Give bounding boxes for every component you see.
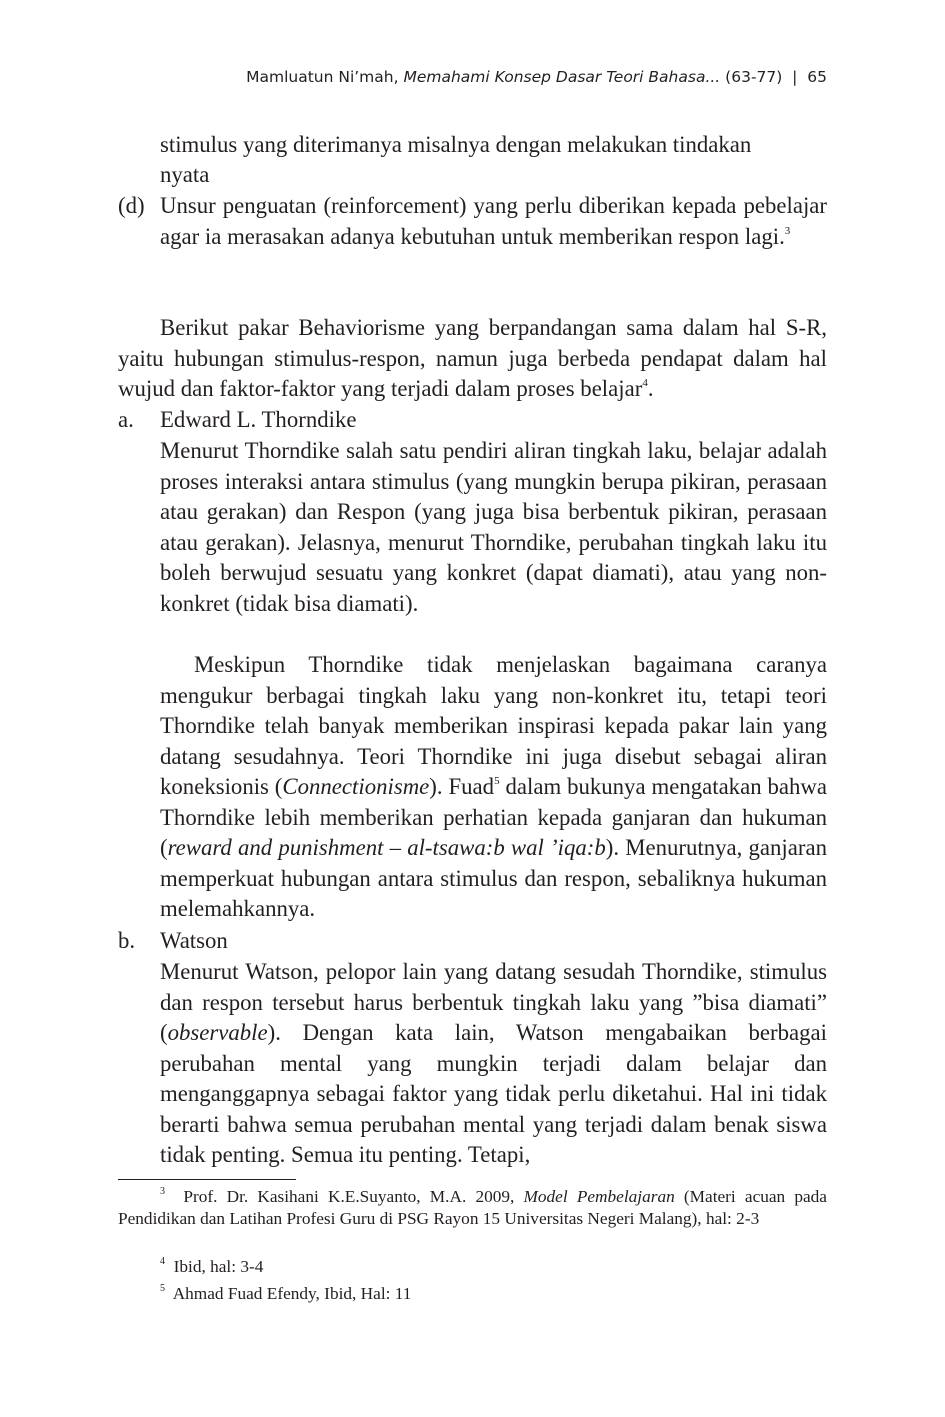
watson-p1-text-b: ). Dengan kata lain, Watson mengabaikan berbagai perubahan mental yang mungkin terjadi dalam belajar dan menganggapnya sebagai faktor yang tidak perlu diketahui. Hal ini tidak berarti bahwa semua perubahan mental yang terjadi dalam benak siswa tidak penting. Semua itu penting. Tetapi, — [160, 1020, 827, 1167]
footnote-3 — [118, 1186, 827, 1229]
footnote-5-number: 5 — [160, 1283, 165, 1295]
header-author: Mamluatun Ni’mah, — [246, 68, 399, 86]
section-heading-thorndike: Edward L. Thorndike — [160, 407, 357, 432]
footnote-3-number: 3 — [160, 1186, 165, 1198]
section-heading-watson: Watson — [160, 928, 228, 953]
footnote-5-text: Ahmad Fuad Efendy, Ibid, Hal: 11 — [172, 1284, 412, 1303]
watson-paragraph-1 — [160, 957, 827, 1171]
thorndike-p2-text-c: dalam bukunya mengatakan bahwa Thorndike lebih memberikan perhatian kepada ganjaran dan hukuman ( — [160, 774, 827, 860]
thorndike-paragraph-1: Menurut Thorndike salah satu pendiri aliran tingkah laku, belajar adalah proses interaksi antara stimulus (yang mungkin berupa pikiran, perasaan atau gerakan) dan Respon (yang juga bisa berbentuk pikiran, perasaan atau gerakan). Jelasnya, menurut Thorndike, perubahan tingkah laku itu boleh berwujud sesuatu yang konkret (dapat diamati), atau yang non-konkret (tidak bisa diamati). — [160, 438, 827, 616]
list-item-d-text: Unsur penguatan (reinforcement) yang perlu diberikan kepada pebelajar agar ia merasakan adanya kebutuhan untuk memberikan respon lagi. — [160, 193, 827, 249]
footnote-3-book-title: Model Pembelajaran — [523, 1187, 675, 1206]
intro-text: Berikut pakar Behaviorisme yang berpandangan sama dalam hal S-R, yaitu hubungan stimulus-respon, namun juga berbeda pendapat dalam hal wujud dan faktor-faktor yang terjadi dalam proses belajar — [118, 315, 827, 401]
footnote-4-text: Ibid, hal: 3-4 — [173, 1257, 264, 1276]
thorndike-p2-text-a: Meskipun Thorndike tidak menjelaskan bagaimana caranya mengukur berbagai tingkah laku yang non-konkret itu, tetapi teori Thorndike telah banyak memberikan inspirasi kepada pakar lain yang datang sesudahnya. Teori Thorndike ini juga disebut sebagai aliran koneksionis ( — [160, 652, 827, 799]
intro-end: . — [647, 376, 654, 401]
term-reward-punishment: reward and punishment – al-tsawa:b wal ’iqa:b — [167, 835, 606, 860]
section-marker-b: b. — [118, 928, 136, 953]
footnote-5 — [118, 1283, 827, 1305]
footnote-ref-5: 5 — [494, 775, 500, 788]
section-marker-a: a. — [118, 407, 134, 432]
continuation-line-2: nyata — [160, 162, 210, 187]
list-marker-d: (d) — [118, 193, 145, 218]
footnote-3-text-b: (Materi acuan pada Pendidikan dan Latihan Profesi Guru di PSG Rayon 15 Universitas Negeri Malang), hal: 2-3 — [118, 1187, 827, 1228]
thorndike-p2-text-d: ). Menurutnya, ganjaran memperkuat hubungan antara stimulus dan respon, sebaliknya hukuman melemahkannya. — [160, 835, 827, 921]
footnote-ref-4: 4 — [642, 377, 648, 390]
term-observable: observable — [167, 1020, 268, 1045]
header-page-number: 65 — [807, 68, 827, 86]
header-separator: | — [792, 68, 798, 86]
header-article-title: Memahami Konsep Dasar Teori Bahasa... — [403, 68, 721, 86]
running-header — [246, 68, 827, 86]
footnote-4-number: 4 — [160, 1256, 165, 1268]
thorndike-p2-text-b: ). Fuad — [429, 774, 495, 799]
intro-paragraph — [118, 313, 827, 405]
footnote-3-text-a: Prof. Dr. Kasihani K.E.Suyanto, M.A. 2009, — [183, 1187, 524, 1206]
continuation-line-1: stimulus yang diterimanya misalnya dengan melakukan tindakan — [160, 132, 752, 157]
footnote-4 — [118, 1256, 827, 1278]
term-connectionisme: Connectionisme — [282, 774, 430, 799]
list-item-d — [160, 191, 827, 252]
footnote-ref-3: 3 — [784, 224, 791, 237]
footnote-divider — [118, 1179, 296, 1180]
thorndike-paragraph-2 — [160, 650, 827, 925]
watson-p1-text-a: Menurut Watson, pelopor lain yang datang sesudah Thorndike, stimulus dan respon tersebut harus berbentuk tingkah laku yang ”bisa diamati” ( — [160, 959, 827, 1045]
header-page-range: (63-77) — [725, 68, 783, 86]
